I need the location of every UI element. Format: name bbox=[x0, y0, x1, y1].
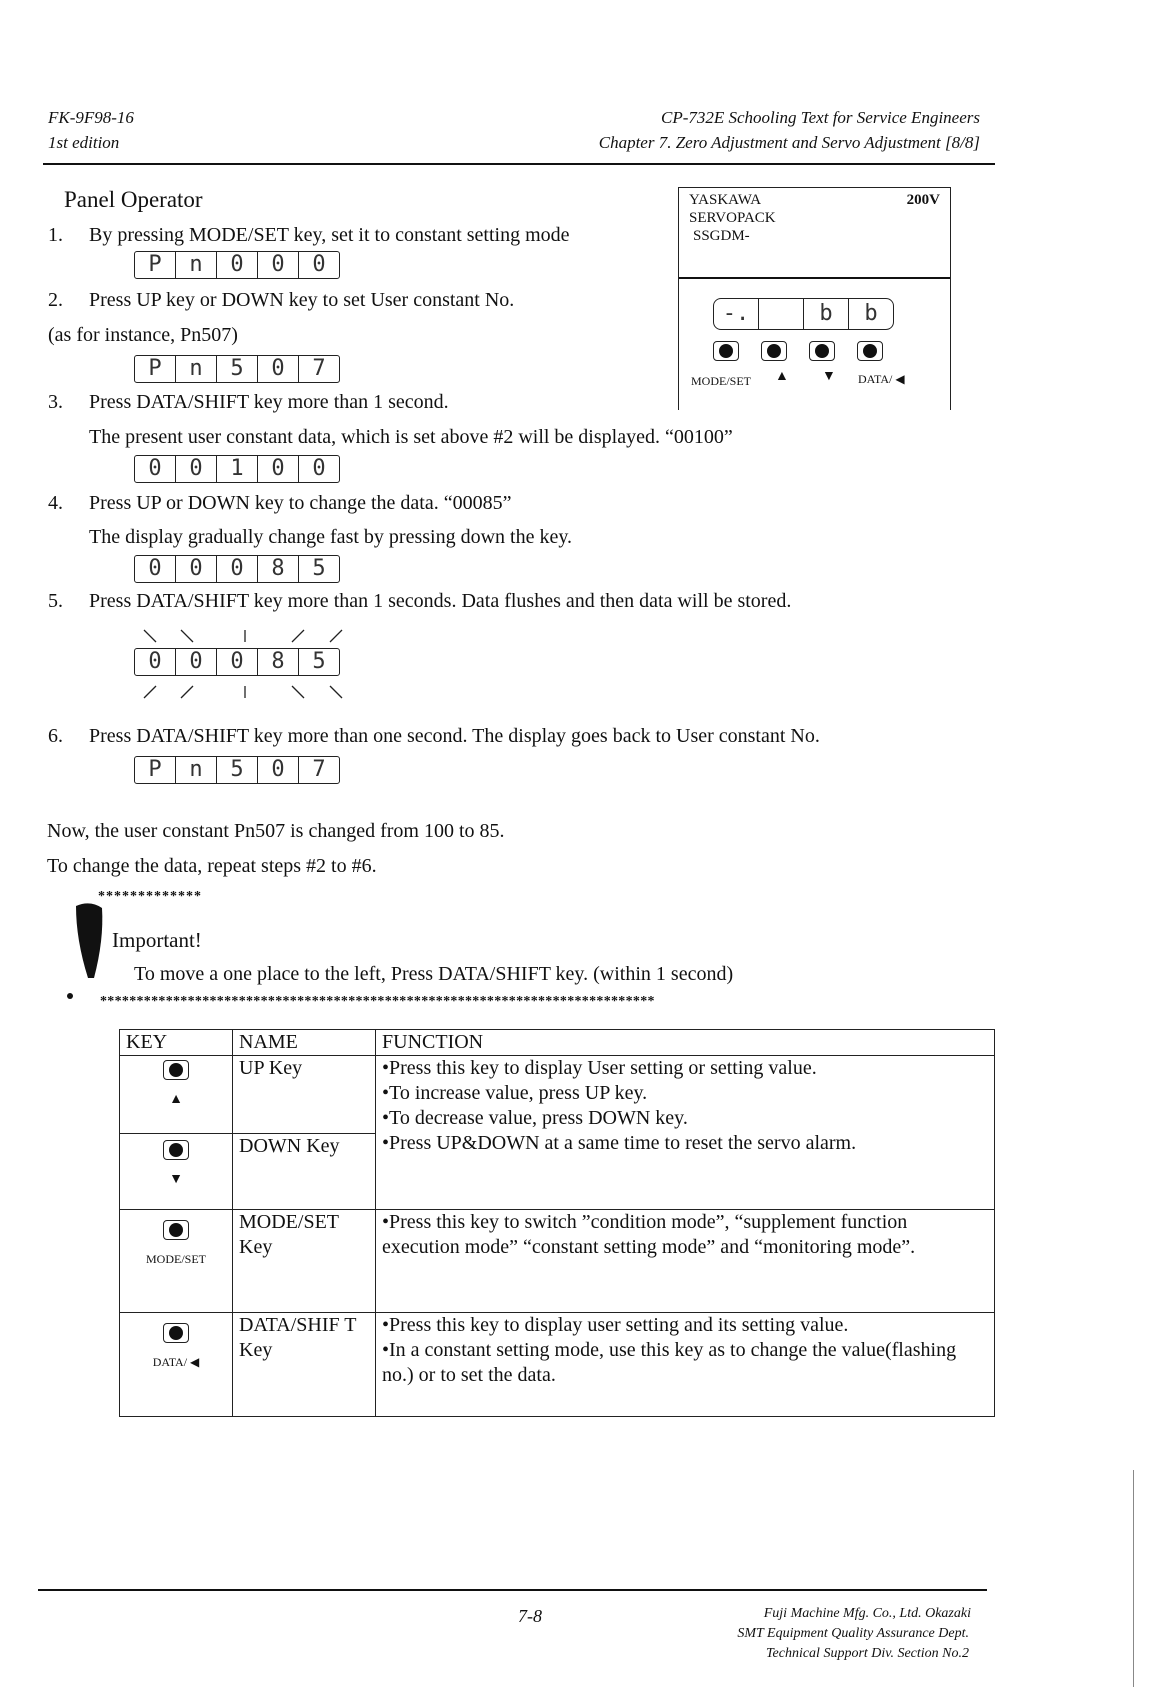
important-title: Important! bbox=[112, 928, 202, 952]
mode-set-label: MODE/SET bbox=[691, 374, 751, 388]
summary-line-2: To change the data, repeat steps #2 to #6. bbox=[47, 855, 377, 877]
panel-divider bbox=[679, 277, 950, 279]
step-2-text: Press UP key or DOWN key to set User constant No. bbox=[89, 289, 515, 311]
step-4-num: 4. bbox=[48, 492, 63, 514]
stars-short: ************* bbox=[98, 889, 202, 904]
mode-set-button[interactable] bbox=[713, 341, 739, 361]
stars-long: **************************************************************************** bbox=[100, 994, 655, 1009]
footer-rule bbox=[38, 1589, 987, 1591]
step-4-extra: The display gradually change fast by pressing down the key. bbox=[89, 526, 573, 548]
function-text: •To increase value, press UP key. bbox=[382, 1082, 648, 1104]
step-5-text: Press DATA/SHIFT key more than 1 seconds. Data flushes and then data will be stored. bbox=[89, 590, 792, 612]
seven-seg-display-flashing: 0 0 0 8 5 bbox=[134, 648, 340, 676]
data-shift-label: DATA/ ◀ bbox=[152, 1355, 200, 1369]
data-shift-button[interactable] bbox=[857, 341, 883, 361]
footer-section: Technical Support Div. Section No.2 bbox=[766, 1646, 969, 1661]
section-title: Panel Operator bbox=[64, 187, 203, 212]
down-button[interactable] bbox=[809, 341, 835, 361]
col-function: FUNCTION bbox=[376, 1030, 995, 1056]
seven-seg-display: P n 5 0 7 bbox=[134, 355, 340, 383]
down-key-icon bbox=[163, 1140, 189, 1160]
step-3-text: Press DATA/SHIFT key more than 1 second. bbox=[89, 391, 449, 413]
key-function-table bbox=[119, 1029, 995, 1417]
col-name: NAME bbox=[233, 1030, 376, 1056]
up-arrow-icon: ▲ bbox=[169, 1092, 183, 1107]
function-text: •Press UP&DOWN at a same time to reset the servo alarm. bbox=[382, 1132, 857, 1154]
table-row bbox=[120, 1210, 995, 1313]
function-text: •To decrease value, press DOWN key. bbox=[382, 1107, 688, 1129]
edition: 1st edition bbox=[48, 133, 120, 152]
key-name: DOWN Key bbox=[233, 1134, 376, 1210]
mode-set-key-icon bbox=[163, 1220, 189, 1240]
function-text: •Press this key to display User setting or setting value. bbox=[382, 1057, 817, 1079]
key-name: MODE/SET Key bbox=[233, 1210, 376, 1313]
step-6-num: 6. bbox=[48, 725, 63, 747]
seven-seg-display: 0 0 0 8 5 bbox=[134, 555, 340, 583]
function-text: •Press this key to display user setting and its setting value. bbox=[382, 1314, 849, 1336]
step-6-text: Press DATA/SHIFT key more than one second. The display goes back to User constant No. bbox=[89, 725, 820, 747]
step-1-text: By pressing MODE/SET key, set it to constant setting mode bbox=[89, 224, 570, 246]
scan-edge-line bbox=[1133, 1470, 1134, 1687]
key-name: UP Key bbox=[233, 1056, 376, 1134]
footer-company: Fuji Machine Mfg. Co., Ltd. Okazaki bbox=[763, 1606, 971, 1621]
doc-title: CP-732E Schooling Text for Service Engineers bbox=[660, 108, 980, 127]
table-row bbox=[120, 1313, 995, 1417]
header-rule bbox=[43, 163, 995, 165]
exclamation-icon bbox=[64, 900, 110, 1000]
doc-id: FK-9F98-16 bbox=[48, 108, 134, 127]
step-1-num: 1. bbox=[48, 224, 63, 246]
page-number: 7-8 bbox=[518, 1606, 542, 1626]
function-text: •In a constant setting mode, use this key as to change the value(flashing no.) or to set the data. bbox=[382, 1339, 957, 1386]
step-5-num: 5. bbox=[48, 590, 63, 612]
down-arrow-icon: ▼ bbox=[169, 1172, 183, 1187]
seven-seg-display: P n 5 0 7 bbox=[134, 756, 340, 784]
step-2-num: 2. bbox=[48, 289, 63, 311]
step-3-num: 3. bbox=[48, 391, 63, 413]
data-shift-label: DATA/ ◀ bbox=[858, 372, 905, 386]
panel-model: SSGDM- bbox=[693, 228, 750, 244]
step-3-extra: The present user constant data, which is set above #2 will be displayed. “00100” bbox=[89, 426, 733, 448]
seven-seg-display: P n 0 0 0 bbox=[134, 251, 340, 279]
up-key-icon bbox=[163, 1060, 189, 1080]
important-text: To move a one place to the left, Press DATA/SHIFT key. (within 1 second) bbox=[134, 963, 734, 985]
panel-voltage: 200V bbox=[906, 192, 940, 208]
panel-display: -. b b bbox=[713, 298, 894, 330]
servopack-panel bbox=[678, 187, 951, 410]
key-name: DATA/SHIF T Key bbox=[233, 1313, 376, 1417]
down-arrow-icon: ▼ bbox=[822, 369, 836, 384]
chapter: Chapter 7. Zero Adjustment and Servo Adjustment [8/8] bbox=[598, 133, 980, 152]
seven-seg-display: 0 0 1 0 0 bbox=[134, 455, 340, 483]
step-2-extra: (as for instance, Pn507) bbox=[48, 324, 238, 346]
col-key: KEY bbox=[120, 1030, 233, 1056]
footer-dept: SMT Equipment Quality Assurance Dept. bbox=[737, 1626, 969, 1641]
panel-brand: YASKAWA bbox=[689, 192, 762, 208]
step-4-text: Press UP or DOWN key to change the data. “00085” bbox=[89, 492, 512, 514]
function-text: •Press this key to switch ”condition mode”, “supplement function execution mode” “constant setting mode” and “monitoring mode”. bbox=[376, 1210, 995, 1313]
table-row bbox=[120, 1056, 995, 1134]
up-button[interactable] bbox=[761, 341, 787, 361]
summary-line-1: Now, the user constant Pn507 is changed from 100 to 85. bbox=[47, 820, 505, 842]
panel-product: SERVOPACK bbox=[689, 210, 776, 226]
mode-set-label: MODE/SET bbox=[146, 1252, 206, 1266]
data-shift-key-icon bbox=[163, 1323, 189, 1343]
up-arrow-icon: ▲ bbox=[775, 369, 789, 384]
